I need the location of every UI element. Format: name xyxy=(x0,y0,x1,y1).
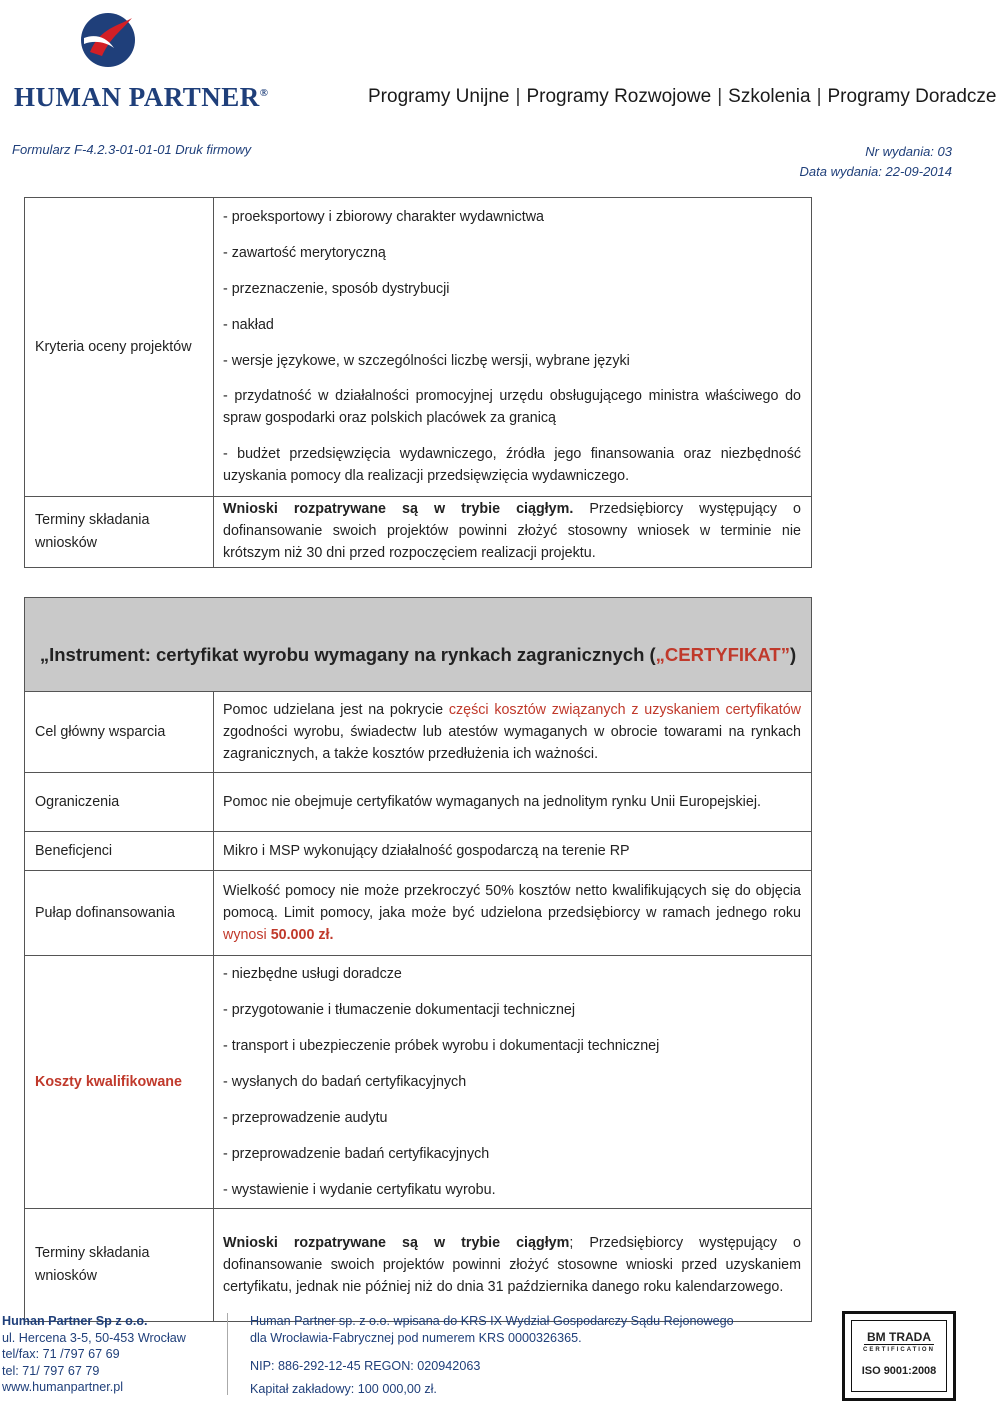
terms-text: Wnioski rozpatrywane są w trybie ciągłym. Przedsiębiorcy występujący o dofinansowanie swoich projektów powinni złożyć stosowny wniosek w terminie nie krótszym niż 30 dni przed rozpoczęciem realizacji projektu. xyxy=(214,497,812,568)
footer-website[interactable]: www.humanpartner.pl xyxy=(2,1380,124,1394)
cap-label: Pułap dofinansowania xyxy=(25,871,214,956)
cert-subtitle: CERTIFICATION xyxy=(863,1347,935,1353)
cert-iso: ISO 9001:2008 xyxy=(861,1365,937,1377)
costs-label: Koszty kwalifikowane xyxy=(25,956,214,1209)
cost-item: - przeprowadzenie audytu xyxy=(223,1110,388,1126)
criteria-item: - przydatność w działalności promocyjnej urzędu obsługującego ministra właściwego do spraw gospodarki oraz polskich placówek za granicą xyxy=(223,388,801,426)
beneficiaries-text: Mikro i MSP wykonujący działalność gospodarczą na terenie RP xyxy=(214,832,812,871)
criteria-item: - przeznaczenie, sposób dystrybucji xyxy=(223,281,450,297)
nav-separator: | xyxy=(717,86,723,107)
cost-item: - wystawienie i wydanie certyfikatu wyrobu. xyxy=(223,1182,496,1198)
cert-brand: BM TRADA xyxy=(864,1330,934,1345)
cost-item: - przygotowanie i tłumaczenie dokumentacji technicznej xyxy=(223,1002,576,1018)
beneficiaries-label: Beneficjenci xyxy=(25,832,214,871)
criteria-item: - budżet przedsięwzięcia wydawniczego, źródła jego finansowania oraz niezbędność uzyskania pomocy dla realizacji przedsięwzięcia wydawniczego. xyxy=(223,446,801,484)
costs-list xyxy=(214,956,812,1209)
goal-label: Cel główny wsparcia xyxy=(25,692,214,773)
terms-text: Wnioski rozpatrywane są w trybie ciągłym; Przedsiębiorcy występujący o dofinansowanie swoich projektów powinni złożyć stosowne wnioski przed uzyskaniem certyfikatu, jednak nie później niż do dnia 31 października danego roku kalendarzowego. xyxy=(214,1209,812,1322)
limits-label: Ograniczenia xyxy=(25,773,214,832)
edition-date: Data wydania: 22-09-2014 xyxy=(799,164,952,179)
criteria-item: - nakład xyxy=(223,317,274,333)
certificate-instrument-table xyxy=(24,597,812,1322)
footer-nip-regon: NIP: 886-292-12-45 REGON: 020942063 xyxy=(250,1359,481,1373)
footer-address: ul. Hercena 3-5, 50-453 Wrocław xyxy=(2,1330,186,1345)
criteria-label: Kryteria oceny projektów xyxy=(25,198,214,497)
footer-krs-line-1: Human Partner sp. z o.o. wpisana do KRS IX Wydział Gospodarczy Sądu Rejonowego xyxy=(250,1314,734,1328)
edition-info xyxy=(800,142,953,182)
criteria-item: - wersje językowe, w szczególności liczbę wersji, wybrane języki xyxy=(223,353,630,369)
nav-separator: | xyxy=(515,86,521,107)
cap-text: Wielkość pomocy nie może przekroczyć 50% kosztów netto kwalifikujących się do objęcia pomocą. Limit pomocy, jaka może być udzielona przedsiębiorcy w ramach jednego roku wynosi 50.000 zł. xyxy=(214,871,812,956)
goal-text: Pomoc udzielana jest na pokrycie części kosztów związanych z uzyskaniem certyfikatów zgodności wyrobu, świadectw lub atestów wymaganych w obrocie towarami na rynkach zagranicznych, a także kosztów przedłużenia ich ważności. xyxy=(214,692,812,773)
footer-krs-line-2: dla Wrocławia-Fabrycznej pod numerem KRS 0000326365. xyxy=(250,1330,582,1345)
edition-number: Nr wydania: 03 xyxy=(865,144,952,159)
terms-label: Terminy składania wniosków xyxy=(25,1209,214,1322)
footer-company-info xyxy=(2,1313,186,1396)
nav-item-programy-unijne[interactable]: Programy Unijne xyxy=(368,86,510,107)
instrument-name: „CERTYFIKAT” xyxy=(655,644,790,665)
human-partner-logo-icon xyxy=(70,8,146,72)
nav-separator: | xyxy=(816,86,822,107)
footer-capital: Kapitał zakładowy: 100 000,00 zł. xyxy=(250,1381,437,1396)
certificate-icon xyxy=(851,1320,947,1392)
logo-wordmark: HUMAN PARTNER® xyxy=(14,82,269,112)
nav-item-programy-doradcze[interactable]: Programy Doradcze xyxy=(827,86,996,107)
form-id: Formularz F-4.2.3-01-01-01 Druk firmowy xyxy=(12,142,252,157)
footer-tel: tel: 71/ 797 67 79 xyxy=(2,1363,100,1378)
instrument-heading: „Instrument: certyfikat wyrobu wymagany na rynkach zagranicznych („CERTYFIKAT”) xyxy=(25,598,812,692)
nav-item-programy-rozwojowe[interactable]: Programy Rozwojowe xyxy=(526,86,712,107)
criteria-item: - zawartość merytoryczną xyxy=(223,245,386,261)
header-nav xyxy=(368,86,996,108)
limits-text: Pomoc nie obejmuje certyfikatów wymaganych na jednolitym rynku Unii Europejskiej. xyxy=(214,773,812,832)
cost-item: - wysłanych do badań certyfikacyjnych xyxy=(223,1074,467,1090)
cost-item: - przeprowadzenie badań certyfikacyjnych xyxy=(223,1146,490,1162)
iso-certificate-badge xyxy=(842,1311,956,1401)
nav-item-szkolenia[interactable]: Szkolenia xyxy=(728,86,811,107)
terms-label: Terminy składania wniosków xyxy=(25,497,214,568)
footer-company: Human Partner Sp z o.o. xyxy=(2,1314,148,1328)
cost-item: - niezbędne usługi doradcze xyxy=(223,966,402,982)
criteria-item: - proeksportowy i zbiorowy charakter wydawnictwa xyxy=(223,209,545,225)
footer-telfax: tel/fax: 71 /797 67 69 xyxy=(2,1347,120,1361)
footer-divider xyxy=(227,1313,228,1395)
cost-item: - transport i ubezpieczenie próbek wyrobu i dokumentacji technicznej xyxy=(223,1038,660,1054)
criteria-list xyxy=(214,198,812,497)
criteria-table xyxy=(24,197,812,568)
footer-legal-info xyxy=(250,1313,734,1397)
